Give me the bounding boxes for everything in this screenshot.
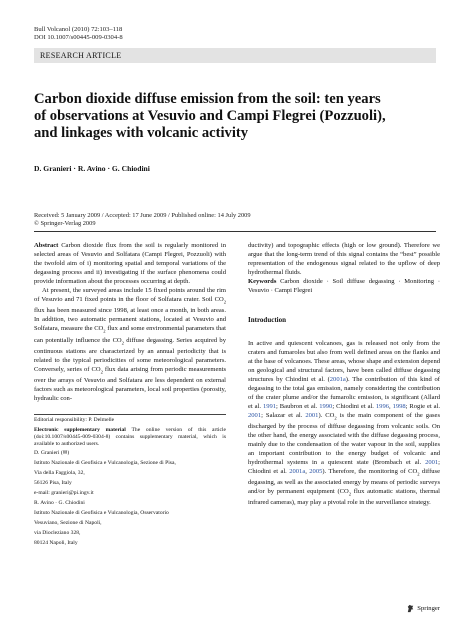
header-divider <box>34 231 436 232</box>
publication-dates <box>34 212 440 228</box>
citation-link[interactable]: 1996 <box>375 402 389 410</box>
left-column <box>34 242 226 549</box>
publisher-name: Springer <box>417 605 440 612</box>
abstract-paragraph-1: Abstract Carbon dioxide flux from the soil is regularly monitored in selected areas of Vesuvio and Solfatara (Campi Flegrei, Pozzuoli) with the twofold aim of i) monitoring spatial and temporal variations of the degassing process and ii) investigating if the surface phenomena could provide information about the processes occurring at depth. <box>34 242 227 286</box>
right-column <box>248 242 440 549</box>
title-line-2: of observations at Vesuvio and Campi Flegrei (Pozzuoli), <box>34 108 386 124</box>
author-list: D. Granieri · R. Avino · G. Chiodini <box>34 164 150 173</box>
citation-link[interactable]: 2001a <box>329 375 346 383</box>
citation-link[interactable]: 2001 <box>305 411 319 419</box>
citation-link[interactable]: 2001 <box>425 458 439 466</box>
keywords-label: Keywords <box>248 278 277 286</box>
keywords: Keywords Carbon dioxide · Soil diffuse degassing · Monitoring · Vesuvio · Campi Flegrei <box>248 278 441 295</box>
introduction-paragraph: In active and quiescent volcanoes, gas is released not only from the craters and fumaroles but also from well defined areas on the flanks and at the base of volcanoes. These areas, whose shape and extension depend on geological and structural factors, have been called diffuse degassing structures by Chiodini et al. (2001a). The contribution of this kind of degassing to the total gas emission, namely considering the contribution of the crater plume and/or the fumarolic emission, is significant (Allard et al. 1991; Baubron et al. 1990; Chiodini et al. 1996, 1998; Rogie et al. 2001; Salazar et al. 2001). $CO_2$ is the main component of the gases discharged by the process of diffuse degassing from volcanic soils. On the other hand, the energy associated with the diffuse degassing process, mainly due to the condensation of the water vapour in the soil, supplies an important contribution to the energy budget of volcanic and hydrothermal systems in a quiescent state (Brombach et al. 2001; Chiodini et al. 2001a, 2005). Therefore, the monitoring of $CO_2$ diffuse degassing, as well as the associated energy by means of periodic surveys and/or by permanent equipment ($CO_2$ flux automatic stations, thermal infrared cameras), may play a pivotal role in the surveillance strategy. <box>248 340 441 507</box>
citation-link[interactable]: 2001 <box>248 411 262 419</box>
journal-volume-line: Bull Volcanol (2010) 72:103–118 <box>34 26 123 33</box>
citation-link[interactable]: 1991 <box>262 402 277 410</box>
received-accepted-line: Received: 5 January 2009 / Accepted: 17 June 2009 / Published online: 14 July 2009 <box>34 212 251 219</box>
abstract-continuation: ductivity) and topographic effects (high or low ground). Therefore we argue that the long-term trend of this signal contains the “best” possible representation of the endogenous signal related to the upflow of deep hydrothermal fluids. <box>248 242 440 277</box>
body-columns <box>34 242 440 549</box>
journal-citation <box>34 26 440 42</box>
article-title <box>34 91 440 142</box>
copyright-line: © Springer-Verlag 2009 <box>34 220 96 228</box>
citation-link[interactable]: 2001a <box>289 467 306 475</box>
section-heading-introduction: Introduction <box>248 316 286 325</box>
footnotes <box>34 414 226 547</box>
doi-line: DOI 10.1007/s00445-009-0304-8 <box>34 34 123 41</box>
title-line-3: and linkages with volcanic activity <box>34 125 249 141</box>
author-1-affiliation: D. Granieri (✉) Istituto Nazionale di Geofisica e Vulcanologia, Sezione di Pisa, Via della Faggiola, 32, 56126 Pisa, Italy e-mail: granieri@pi.ingv.it <box>34 450 226 497</box>
title-line-1: Carbon dioxide diffuse emission from the soil: ten years <box>34 91 381 107</box>
citation-link[interactable]: 2005 <box>309 467 323 475</box>
publisher-logo <box>406 604 440 613</box>
abstract-label: Abstract <box>34 242 59 250</box>
editorial-responsibility: Editorial responsibility: P. Delmelle <box>34 416 115 423</box>
article-type-banner: RESEARCH ARTICLE <box>34 48 436 63</box>
abstract-paragraph-2: At present, the surveyed areas include 15 fixed points around the rim of Vesuvio and 71 fixed points in the floor of Solfatara crater. Soil $CO_2$ flux has been measured since 1998, at least once a month, in both areas. In addition, two automatic permanent stations, located at Vesuvio and Solfatara, measure the $CO_2$ flux and some environmental parameters that can potentially influence the $CO_2$ diffuse degassing. Series acquired by continuous stations are characterized by an annual periodicity that is related to the typical periodicities of some meteorological parameters. Conversely, series of $CO_2$ flux data arising from periodic measurements over the arrays of Vesuvio and Solfatara are less dependent on external factors such as meteorological parameters, local soil properties (porosity, hydraulic con- <box>34 287 226 402</box>
author-2-affiliation: R. Avino · G. Chiodini Istituto Nazionale di Geofisica e Vulcanologia, Osservatorio Vesuviano, Sezione di Napoli, via Diocleziano 328, 80124 Napoli, Italy <box>34 499 169 546</box>
springer-horse-icon <box>406 604 415 613</box>
citation-link[interactable]: 1990 <box>319 402 333 410</box>
author-email[interactable]: e-mail: granieri@pi.ingv.it <box>34 490 94 497</box>
esm-note: Electronic supplementary material The online version of this article (doi:10.1007/s00445-009-0304-8) contains supplementary material, which is available to authorized users. <box>34 426 226 447</box>
citation-link[interactable]: 1998 <box>392 402 406 410</box>
